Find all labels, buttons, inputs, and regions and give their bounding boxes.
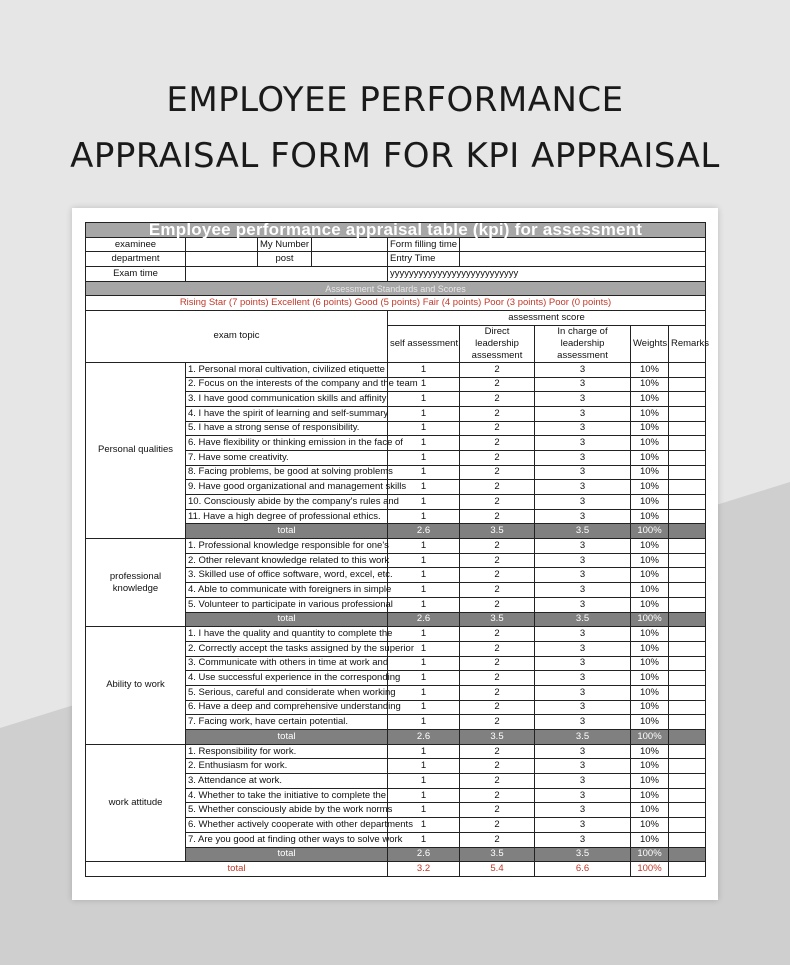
table-row: [86, 539, 706, 554]
table-row: [86, 362, 706, 377]
remark-cell[interactable]: [669, 641, 706, 656]
header-row-1: [86, 311, 706, 326]
assessment-item: 4. Whether to take the initiative to complete the: [186, 788, 388, 803]
remark-cell[interactable]: [669, 818, 706, 833]
my-number-value[interactable]: [312, 237, 388, 252]
direct-leadership-header: Direct leadership assessment: [460, 325, 535, 362]
direct-score[interactable]: 2: [460, 641, 535, 656]
info-row-2: [86, 252, 706, 267]
weight-value[interactable]: 10%: [631, 627, 669, 642]
assessment-item: 1. Responsibility for work.: [186, 744, 388, 759]
remark-cell[interactable]: [669, 436, 706, 451]
self-score[interactable]: 1: [388, 480, 460, 495]
direct-score[interactable]: 2: [460, 744, 535, 759]
remark-cell[interactable]: [669, 597, 706, 612]
self-score[interactable]: 1: [388, 656, 460, 671]
assessment-item: 2. Other relevant knowledge related to this work: [186, 553, 388, 568]
section-total-value: 3.5: [535, 524, 631, 539]
weight-value[interactable]: 10%: [631, 685, 669, 700]
section-total-value: 3.5: [535, 612, 631, 627]
weight-value[interactable]: 10%: [631, 406, 669, 421]
section-total-label: total: [186, 612, 388, 627]
weight-value[interactable]: 10%: [631, 377, 669, 392]
direct-score[interactable]: 2: [460, 759, 535, 774]
self-score[interactable]: 1: [388, 774, 460, 789]
weight-value[interactable]: 10%: [631, 803, 669, 818]
page-headline: [0, 72, 790, 184]
form-sheet: [72, 208, 718, 900]
self-score[interactable]: 1: [388, 406, 460, 421]
assessment-item: 3. Skilled use of office software, word, excel, etc.: [186, 568, 388, 583]
examinee-label: examinee: [86, 237, 186, 252]
section-total-value: 2.6: [388, 730, 460, 745]
assessment-item: 6. Whether actively cooperate with other departments: [186, 818, 388, 833]
self-score[interactable]: 1: [388, 803, 460, 818]
weight-value[interactable]: 10%: [631, 700, 669, 715]
assessment-item: 8. Facing problems, be good at solving problems: [186, 465, 388, 480]
in-charge-score[interactable]: 3: [535, 641, 631, 656]
self-score[interactable]: 1: [388, 436, 460, 451]
self-score[interactable]: 1: [388, 788, 460, 803]
weight-value[interactable]: 10%: [631, 583, 669, 598]
direct-score[interactable]: 2: [460, 539, 535, 554]
assessment-item: 5. I have a strong sense of responsibility.: [186, 421, 388, 436]
direct-score[interactable]: 2: [460, 421, 535, 436]
exam-topic-header: exam topic: [86, 311, 388, 363]
weights-header: Weights: [631, 325, 669, 362]
self-score[interactable]: 1: [388, 509, 460, 524]
entry-time-value[interactable]: [460, 252, 706, 267]
self-score[interactable]: 1: [388, 818, 460, 833]
table-row: [86, 744, 706, 759]
table-row: [86, 627, 706, 642]
remark-cell[interactable]: [669, 553, 706, 568]
department-value[interactable]: [186, 252, 258, 267]
in-charge-score[interactable]: 3: [535, 553, 631, 568]
in-charge-score[interactable]: 3: [535, 583, 631, 598]
remark-cell[interactable]: [669, 627, 706, 642]
grand-total-value: 6.6: [535, 862, 631, 877]
weight-value[interactable]: 10%: [631, 421, 669, 436]
weight-value[interactable]: 10%: [631, 671, 669, 686]
in-charge-score[interactable]: 3: [535, 495, 631, 510]
section-total-label: total: [186, 730, 388, 745]
assessment-item: 11. Have a high degree of professional ethics.: [186, 509, 388, 524]
remark-cell[interactable]: [669, 656, 706, 671]
grand-total-row: [86, 862, 706, 877]
self-score[interactable]: 1: [388, 553, 460, 568]
assessment-item: 3. I have good communication skills and affinity: [186, 392, 388, 407]
form-title-row: [86, 223, 706, 238]
my-number-label: My Number: [258, 237, 312, 252]
assessment-item: 4. Use successful experience in the corresponding: [186, 671, 388, 686]
assessment-item: 2. Correctly accept the tasks assigned by the superior: [186, 641, 388, 656]
remark-cell[interactable]: [669, 583, 706, 598]
remark-cell[interactable]: [669, 509, 706, 524]
section-total-value: 3.5: [535, 847, 631, 862]
in-charge-score[interactable]: 3: [535, 509, 631, 524]
remark-cell[interactable]: [669, 759, 706, 774]
direct-score[interactable]: 2: [460, 509, 535, 524]
standards-band-row: [86, 281, 706, 296]
exam-time-label: Exam time: [86, 267, 186, 282]
assessment-item: 6. Have flexibility or thinking emission in the face of: [186, 436, 388, 451]
direct-score[interactable]: 2: [460, 788, 535, 803]
assessment-item: 2. Focus on the interests of the company and the team: [186, 377, 388, 392]
headline-line-2: APPRAISAL FORM FOR KPI APPRAISAL: [70, 136, 720, 176]
remark-cell[interactable]: [669, 450, 706, 465]
grand-total-value: 5.4: [460, 862, 535, 877]
section-total-remark: [669, 524, 706, 539]
section-total-value: 3.5: [460, 730, 535, 745]
entry-time-label: Entry Time: [388, 252, 460, 267]
self-score[interactable]: 1: [388, 495, 460, 510]
weight-value[interactable]: 10%: [631, 450, 669, 465]
assessment-item: 5. Whether consciously abide by the work norms: [186, 803, 388, 818]
in-charge-score[interactable]: 3: [535, 832, 631, 847]
self-score[interactable]: 1: [388, 744, 460, 759]
remark-cell[interactable]: [669, 774, 706, 789]
direct-score[interactable]: 2: [460, 436, 535, 451]
score-legend: Rising Star (7 points) Excellent (6 points) Good (5 points) Fair (4 points) Poor (3 points) Poor (0 points): [86, 296, 706, 311]
self-score[interactable]: 1: [388, 641, 460, 656]
assessment-item: 10. Consciously abide by the company's rules and: [186, 495, 388, 510]
direct-score[interactable]: 2: [460, 450, 535, 465]
section-total-label: total: [186, 524, 388, 539]
direct-score[interactable]: 2: [460, 480, 535, 495]
remark-cell[interactable]: [669, 362, 706, 377]
in-charge-score[interactable]: 3: [535, 421, 631, 436]
assessment-item: 1. Professional knowledge responsible for one's: [186, 539, 388, 554]
section-total-value: 100%: [631, 524, 669, 539]
category-cell: professional knowledge: [86, 539, 186, 627]
remark-cell[interactable]: [669, 568, 706, 583]
direct-score[interactable]: 2: [460, 392, 535, 407]
assessment-item: 2. Enthusiasm for work.: [186, 759, 388, 774]
self-score[interactable]: 1: [388, 362, 460, 377]
grand-total-value: 100%: [631, 862, 669, 877]
assessment-item: 1. I have the quality and quantity to complete the: [186, 627, 388, 642]
assessment-item: 5. Volunteer to participate in various professional: [186, 597, 388, 612]
category-cell: Personal qualities: [86, 362, 186, 538]
assessment-item: 6. Have a deep and comprehensive understanding: [186, 700, 388, 715]
form-title: Employee performance appraisal table (kpi) for assessment: [86, 223, 706, 238]
remark-cell[interactable]: [669, 392, 706, 407]
self-score[interactable]: 1: [388, 832, 460, 847]
self-score[interactable]: 1: [388, 539, 460, 554]
in-charge-score[interactable]: 3: [535, 759, 631, 774]
weight-value[interactable]: 10%: [631, 715, 669, 730]
exam-time-blank[interactable]: [186, 267, 388, 282]
assessment-item: 3. Communicate with others in time at work and: [186, 656, 388, 671]
in-charge-score[interactable]: 3: [535, 715, 631, 730]
in-charge-score[interactable]: 3: [535, 818, 631, 833]
section-total-value: 2.6: [388, 612, 460, 627]
form-filling-time-value[interactable]: [460, 237, 706, 252]
remark-cell[interactable]: [669, 495, 706, 510]
in-charge-score[interactable]: 3: [535, 656, 631, 671]
section-total-value: 2.6: [388, 847, 460, 862]
in-charge-score[interactable]: 3: [535, 362, 631, 377]
assessment-item: 7. Facing work, have certain potential.: [186, 715, 388, 730]
direct-score[interactable]: 2: [460, 568, 535, 583]
section-total-remark: [669, 847, 706, 862]
section-total-value: 100%: [631, 847, 669, 862]
remark-cell[interactable]: [669, 700, 706, 715]
self-score[interactable]: 1: [388, 583, 460, 598]
in-charge-score[interactable]: 3: [535, 480, 631, 495]
remarks-header: Remarks: [669, 325, 706, 362]
assessment-item: 7. Have some creativity.: [186, 450, 388, 465]
section-total-value: 3.5: [460, 847, 535, 862]
grand-total-remark: [669, 862, 706, 877]
in-charge-score[interactable]: 3: [535, 465, 631, 480]
assessment-score-header: assessment score: [388, 311, 706, 326]
section-total-value: 100%: [631, 612, 669, 627]
assessment-item: 5. Serious, careful and considerate when working: [186, 685, 388, 700]
appraisal-table: [85, 219, 710, 877]
in-charge-score[interactable]: 3: [535, 803, 631, 818]
direct-score[interactable]: 2: [460, 627, 535, 642]
direct-score[interactable]: 2: [460, 715, 535, 730]
direct-score[interactable]: 2: [460, 671, 535, 686]
direct-score[interactable]: 2: [460, 362, 535, 377]
direct-score[interactable]: 2: [460, 406, 535, 421]
self-score[interactable]: 1: [388, 597, 460, 612]
self-score[interactable]: 1: [388, 700, 460, 715]
form-filling-time-label: Form filling time: [388, 237, 460, 252]
info-row-3: [86, 267, 706, 282]
weight-value[interactable]: 10%: [631, 774, 669, 789]
direct-score[interactable]: 2: [460, 656, 535, 671]
weight-value[interactable]: 10%: [631, 539, 669, 554]
remark-cell[interactable]: [669, 465, 706, 480]
remark-cell[interactable]: [669, 832, 706, 847]
weight-value[interactable]: 10%: [631, 641, 669, 656]
section-total-value: 3.5: [460, 612, 535, 627]
self-score[interactable]: 1: [388, 377, 460, 392]
weight-value[interactable]: 10%: [631, 744, 669, 759]
direct-score[interactable]: 2: [460, 465, 535, 480]
weight-value[interactable]: 10%: [631, 597, 669, 612]
weight-value[interactable]: 10%: [631, 436, 669, 451]
weight-value[interactable]: 10%: [631, 392, 669, 407]
self-score[interactable]: 1: [388, 627, 460, 642]
in-charge-score[interactable]: 3: [535, 627, 631, 642]
self-score[interactable]: 1: [388, 715, 460, 730]
grand-total-value: 3.2: [388, 862, 460, 877]
self-score[interactable]: 1: [388, 450, 460, 465]
assessment-item: 3. Attendance at work.: [186, 774, 388, 789]
in-charge-score[interactable]: 3: [535, 685, 631, 700]
direct-score[interactable]: 2: [460, 583, 535, 598]
in-charge-leadership-header: In charge of leadership assessment: [535, 325, 631, 362]
weight-value[interactable]: 10%: [631, 509, 669, 524]
remark-cell[interactable]: [669, 406, 706, 421]
in-charge-score[interactable]: 3: [535, 671, 631, 686]
info-row-1: [86, 237, 706, 252]
self-score[interactable]: 1: [388, 759, 460, 774]
post-label: post: [258, 252, 312, 267]
exam-time-value[interactable]: yyyyyyyyyyyyyyyyyyyyyyyyyyy: [388, 267, 706, 282]
in-charge-score[interactable]: 3: [535, 700, 631, 715]
direct-score[interactable]: 2: [460, 774, 535, 789]
weight-value[interactable]: 10%: [631, 788, 669, 803]
direct-score[interactable]: 2: [460, 700, 535, 715]
in-charge-score[interactable]: 3: [535, 774, 631, 789]
grand-total-label: total: [86, 862, 388, 877]
remark-cell[interactable]: [669, 671, 706, 686]
remark-cell[interactable]: [669, 744, 706, 759]
direct-score[interactable]: 2: [460, 832, 535, 847]
section-total-value: 3.5: [460, 524, 535, 539]
self-assessment-header: self assessment: [388, 325, 460, 362]
in-charge-score[interactable]: 3: [535, 436, 631, 451]
in-charge-score[interactable]: 3: [535, 744, 631, 759]
remark-cell[interactable]: [669, 685, 706, 700]
self-score[interactable]: 1: [388, 671, 460, 686]
in-charge-score[interactable]: 3: [535, 788, 631, 803]
examinee-value[interactable]: [186, 237, 258, 252]
direct-score[interactable]: 2: [460, 495, 535, 510]
in-charge-score[interactable]: 3: [535, 539, 631, 554]
weight-value[interactable]: 10%: [631, 480, 669, 495]
self-score[interactable]: 1: [388, 685, 460, 700]
category-cell: work attitude: [86, 744, 186, 862]
section-total-value: 100%: [631, 730, 669, 745]
remark-cell[interactable]: [669, 788, 706, 803]
assessment-item: 1. Personal moral cultivation, civilized etiquette: [186, 362, 388, 377]
weight-value[interactable]: 10%: [631, 553, 669, 568]
remark-cell[interactable]: [669, 539, 706, 554]
weight-value[interactable]: 10%: [631, 495, 669, 510]
weight-value[interactable]: 10%: [631, 568, 669, 583]
weight-value[interactable]: 10%: [631, 818, 669, 833]
weight-value[interactable]: 10%: [631, 656, 669, 671]
weight-value[interactable]: 10%: [631, 465, 669, 480]
section-total-label: total: [186, 847, 388, 862]
post-value[interactable]: [312, 252, 388, 267]
assessment-item: 9. Have good organizational and management skills: [186, 480, 388, 495]
weight-value[interactable]: 10%: [631, 759, 669, 774]
remark-cell[interactable]: [669, 803, 706, 818]
remark-cell[interactable]: [669, 377, 706, 392]
remark-cell[interactable]: [669, 480, 706, 495]
direct-score[interactable]: 2: [460, 597, 535, 612]
self-score[interactable]: 1: [388, 568, 460, 583]
remark-cell[interactable]: [669, 421, 706, 436]
standards-band: Assessment Standards and Scores: [86, 281, 706, 296]
self-score[interactable]: 1: [388, 465, 460, 480]
direct-score[interactable]: 2: [460, 553, 535, 568]
in-charge-score[interactable]: 3: [535, 377, 631, 392]
headline-line-1: EMPLOYEE PERFORMANCE: [166, 80, 624, 120]
in-charge-score[interactable]: 3: [535, 568, 631, 583]
section-total-remark: [669, 612, 706, 627]
self-score[interactable]: 1: [388, 392, 460, 407]
legend-row: [86, 296, 706, 311]
weight-value[interactable]: 10%: [631, 362, 669, 377]
category-cell: Ability to work: [86, 627, 186, 745]
direct-score[interactable]: 2: [460, 803, 535, 818]
direct-score[interactable]: 2: [460, 685, 535, 700]
in-charge-score[interactable]: 3: [535, 406, 631, 421]
section-total-value: 2.6: [388, 524, 460, 539]
in-charge-score[interactable]: 3: [535, 597, 631, 612]
in-charge-score[interactable]: 3: [535, 392, 631, 407]
section-total-value: 3.5: [535, 730, 631, 745]
weight-value[interactable]: 10%: [631, 832, 669, 847]
section-total-remark: [669, 730, 706, 745]
assessment-item: 4. Able to communicate with foreigners in simple: [186, 583, 388, 598]
department-label: department: [86, 252, 186, 267]
assessment-item: 7. Are you good at finding other ways to solve work: [186, 832, 388, 847]
remark-cell[interactable]: [669, 715, 706, 730]
direct-score[interactable]: 2: [460, 818, 535, 833]
in-charge-score[interactable]: 3: [535, 450, 631, 465]
self-score[interactable]: 1: [388, 421, 460, 436]
assessment-item: 4. I have the spirit of learning and self-summary: [186, 406, 388, 421]
direct-score[interactable]: 2: [460, 377, 535, 392]
